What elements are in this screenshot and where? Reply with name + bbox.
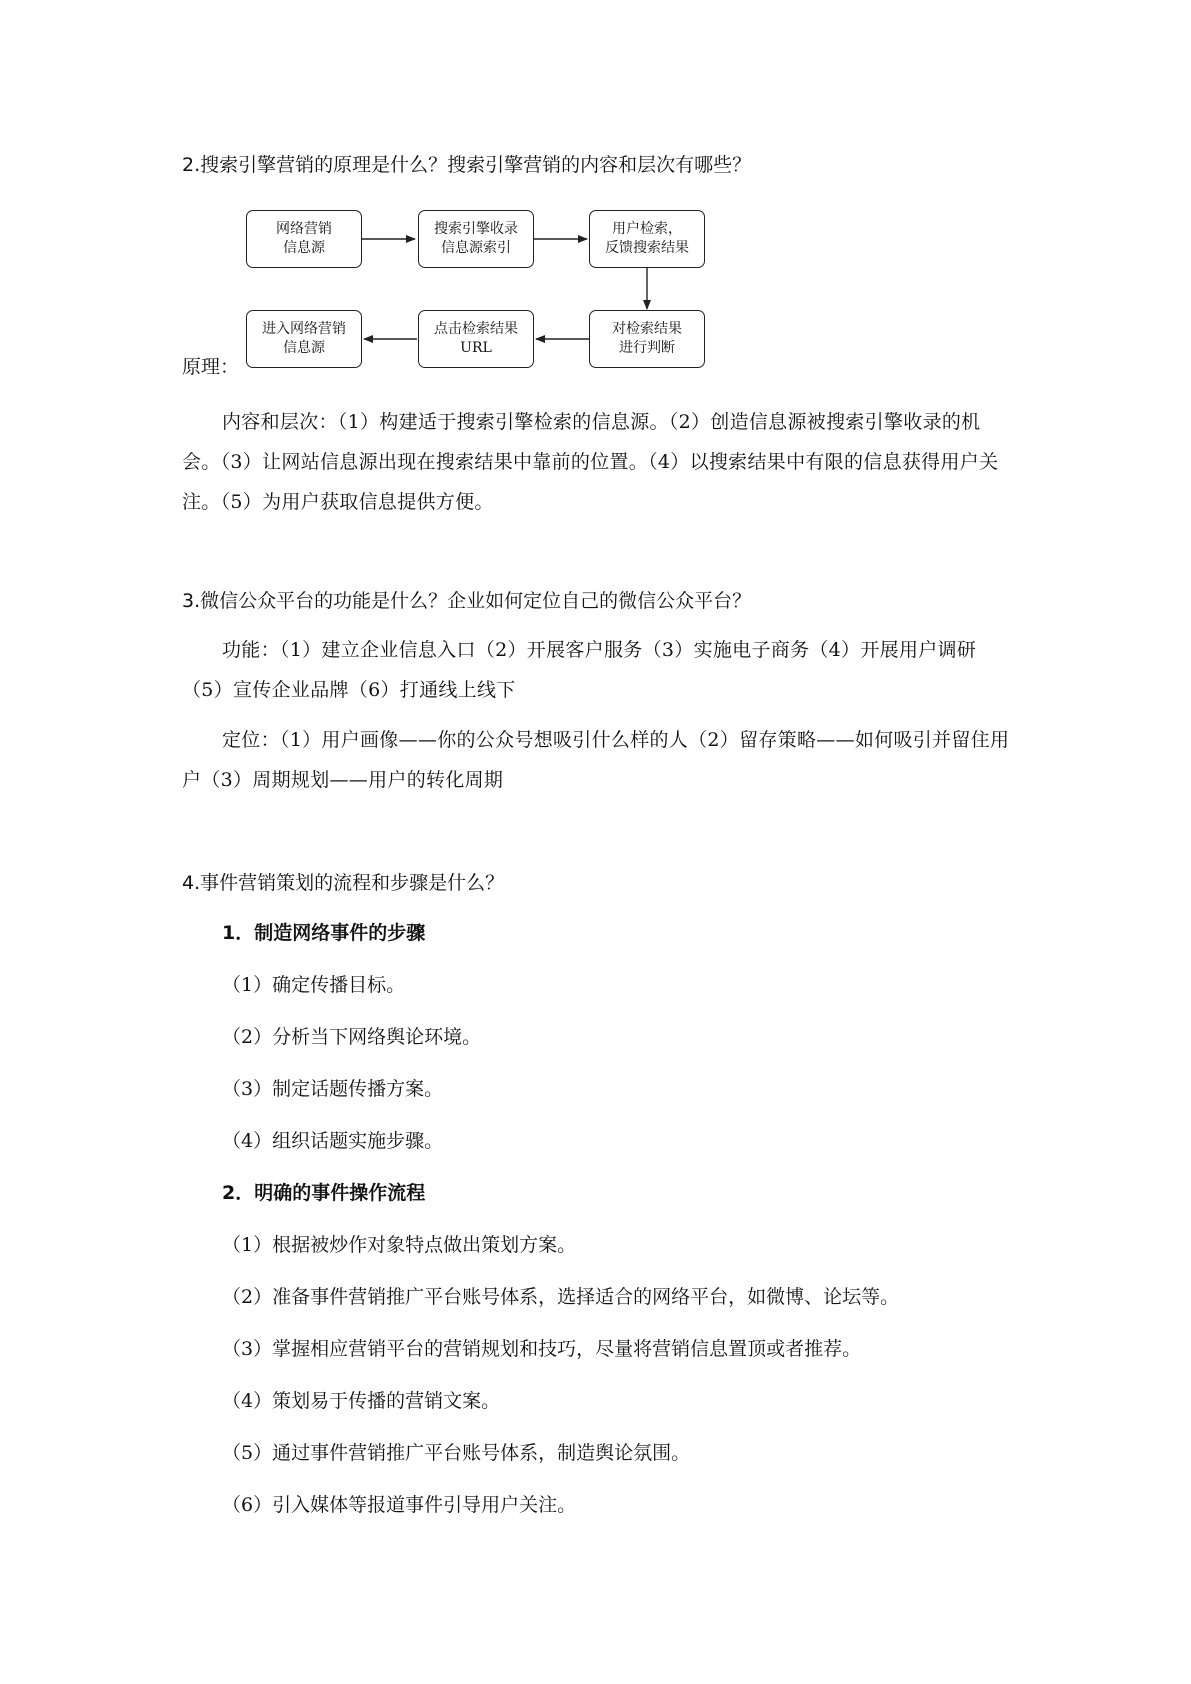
list-item: （4）策划易于传播的营销文案。 — [222, 1390, 501, 1412]
list-item: （3）制定话题传播方案。 — [222, 1078, 444, 1100]
q2-content-paragraph: 内容和层次：（1）构建适于搜索引擎检索的信息源。（2）创造信息源被搜索引擎收录的机会。（3）让网站信息源出现在搜索结果中靠前的位置。（4）以搜索结果中有限的信息获得用户关注。（5）为用户获取信息提供方便。 — [182, 411, 999, 513]
flow-box-click-url: 点击检索结果 URL — [418, 310, 534, 368]
q3-positioning-paragraph: 定位：（1）用户画像——你的公众号想吸引什么样的人（2）留存策略——如何吸引并留住用户（3）周期规划——用户的转化周期 — [182, 729, 1010, 791]
flow-box-info-source: 网络营销 信息源 — [246, 210, 362, 268]
principle-label: 原理： — [182, 356, 240, 378]
list-item: （1）确定传播目标。 — [222, 974, 406, 996]
flow-box-index: 搜索引擎收录 信息源索引 — [418, 210, 534, 268]
list-item: （2）准备事件营销推广平台账号体系，选择适合的网络平台，如微博、论坛等。 — [222, 1286, 900, 1308]
list-item: （6）引入媒体等报道事件引导用户关注。 — [222, 1494, 577, 1516]
q3-title: 3.微信公众平台的功能是什么？企业如何定位自己的微信公众平台？ — [182, 590, 752, 612]
list-item: （1）根据被炒作对象特点做出策划方案。 — [222, 1234, 577, 1256]
flow-box-user-search: 用户检索， 反馈搜索结果 — [589, 210, 705, 268]
q4-section1-heading: 1．制造网络事件的步骤 — [222, 922, 426, 944]
list-item: （5）通过事件营销推广平台账号体系，制造舆论氛围。 — [222, 1442, 691, 1464]
list-item: （2）分析当下网络舆论环境。 — [222, 1026, 482, 1048]
flow-box-judge: 对检索结果 进行判断 — [589, 310, 705, 368]
list-item: （4）组织话题实施步骤。 — [222, 1130, 444, 1152]
flow-box-enter-source: 进入网络营销 信息源 — [246, 310, 362, 368]
q2-title: 2.搜索引擎营销的原理是什么？搜索引擎营销的内容和层次有哪些？ — [182, 154, 752, 176]
q4-section2-heading: 2．明确的事件操作流程 — [222, 1182, 426, 1204]
q3-functions-paragraph: 功能：（1）建立企业信息入口（2）开展客户服务（3）实施电子商务（4）开展用户调研（5）宣传企业品牌（6）打通线上线下 — [182, 639, 977, 701]
q4-title: 4.事件营销策划的流程和步骤是什么？ — [182, 872, 505, 894]
list-item: （3）掌握相应营销平台的营销规划和技巧，尽量将营销信息置顶或者推荐。 — [222, 1338, 862, 1360]
